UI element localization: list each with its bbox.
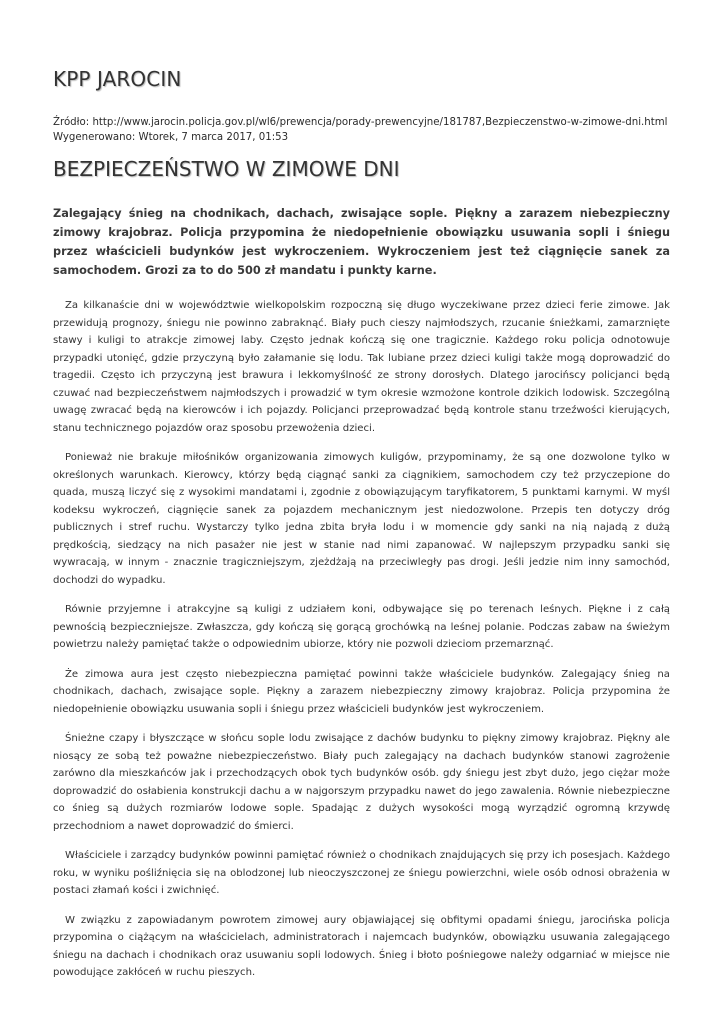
generated-line: Wygenerowano: Wtorek, 7 marca 2017, 01:53 xyxy=(53,132,289,143)
article-body xyxy=(53,297,670,982)
article-paragraph: Właściciele i zarządcy budynków powinni pamiętać również o chodnikach znajdujących się przy ich posesjach. Każdego roku, w wyniku pośliźnięcia się na oblodzonej lub nieoczyszczonej ze śniegu powierzchni, wiele osób odnosi obrażenia w postaci złamań kości i zwichnięć. xyxy=(53,850,670,896)
article-paragraph: Ponieważ nie brakuje miłośników organizowania zimowych kuligów, przypominamy, że są one dozwolone tylko w określonych warunkach. Kierowcy, którzy będą ciągnąć sanki za ciągnikiem, samochodem czy też przyczepione do quada, muszą liczyć się z wysokimi mandatami i, zgodnie z obowiązującym taryfikatorem, 5 punktami karnymi. W myśl kodeksu wykroczeń, ciągnięcie sanek za pojazdem mechanicznym jest niedozwolone. Przepis ten dotyczy dróg publicznych i stref ruchu. Wystarczy tylko jedna zbita bryła lodu i w momencie gdy sanki na nią najadą z dużą prędkością, siedzący na nich pasażer nie jest w stanie nad nimi zapanować. W najlepszym przypadku sanki się wywracają, w innym - znacznie tragiczniejszym, zjeżdżają na przeciwległy pas drogi. Jeśli jedzie nim inny samochód, dochodzi do wypadku. xyxy=(53,452,670,586)
article-paragraph: Śnieżne czapy i błyszczące w słońcu sople lodu zwisające z dachów budynku to piękny zimowy krajobraz. Piękny ale niosący ze sobą też poważne niebezpieczeństwo. Biały puch zalegający na dachach budynków stanowi zagrożenie zarówno dla mieszkańców jak i przechodzących obok tych budynków osób. gdy śniegu jest zbyt dużo, jego ciężar może doprowadzić do osłabienia konstrukcji dachu a w najgorszym przypadku nawet do jego zawalenia. Równie niebezpieczne co śnieg są dużych rozmiarów lodowe sople. Spadając z dużych wysokości mogą wyrządzić ogromną krzywdę przechodniom a nawet doprowadzić do śmierci. xyxy=(53,733,670,832)
document-meta xyxy=(53,115,670,145)
article-title: BEZPIECZEŃSTWO W ZIMOWE DNI xyxy=(53,157,400,181)
article-paragraph: W związku z zapowiadanym powrotem zimowej aury objawiającej się obfitymi opadami śniegu, jarocińska policja przypomina o ciążącym na właścicielach, administratorach i najemcach budynków, obowiązku usuwania zalegającego śniegu na dachach i chodnikach oraz usuwaniu sopli lodowych. Śnieg i błoto pośniegowe należy odgarniać w miejsce nie powodujące zakłóceń w ruchu pieszych. xyxy=(53,914,670,978)
article-paragraph: Za kilkanaście dni w województwie wielkopolskim rozpoczną się długo wyczekiwane przez dzieci ferie zimowe. Jak przewidują prognozy, śniegu nie powinno zabraknąć. Biały puch cieszy najmłodszych, rzucanie śnieżkami, zamarznięte stawy i kuligi to atrakcje zimowej laby. Często jednak kończą się one tragicznie. Każdego roku policja odnotowuje przypadki utonięć, gdzie przyczyną było załamanie się lodu. Tak lubiane przez dzieci kuligi także mogą doprowadzić do tragedii. Często ich przyczyną jest brawura i lekkomyślność ze strony dorosłych. Dlatego jarocińscy policjanci będą czuwać nad bezpieczeństwem najmłodszych i prowadzić w tym okresie wzmożone kontrole dzikich lodowisk. Szczególną uwagę zwracać będą na kierowców i ich pojazdy. Policjanci przeprowadzać będą kontrole stanu trzeźwości kierujących, stanu technicznego pojazdów oraz sposobu przewożenia dzieci. xyxy=(53,300,670,434)
article-paragraph: Że zimowa aura jest często niebezpieczna pamiętać powinni także właściciele budynków. Zalegający śnieg na chodnikach, dachach, zwisające sople. Piękny a zarazem niebezpieczny zimowy krajobraz. Policja przypomina że niedopełnienie obowiązku usuwania sopli i śniegu przez właścicieli budynków jest wykroczeniem. xyxy=(53,668,670,715)
article-paragraph: Równie przyjemne i atrakcyjne są kuligi z udziałem koni, odbywające się po terenach leśnych. Piękne i z całą pewnością bezpieczniejsze. Zwłaszcza, gdy kończą się gorącą grochówką na leśnej polanie. Podczas zabaw na świeżym powietrzu należy pamiętać także o odpowiednim ubiorze, który nie pozwoli dzieciom przemarznąć. xyxy=(53,604,670,650)
source-line: Źródło: http://www.jarocin.policja.gov.pl/wl6/prewencja/porady-prewencyjne/181787,Bezpieczenstwo-w-zimowe-dni.html xyxy=(53,117,668,128)
site-title: KPP JAROCIN xyxy=(53,67,182,91)
article-lead: Zalegający śnieg na chodnikach, dachach, zwisające sople. Piękny a zarazem niebezpieczny zimowy krajobraz. Policja przypomina że niedopełnienie obowiązku usuwania sopli i śniegu przez właścicieli budynków jest wykroczeniem. Wykroczeniem jest też ciągnięcie sanek za samochodem. Grozi za to do 500 zł mandatu i punkty karne. xyxy=(53,207,670,277)
